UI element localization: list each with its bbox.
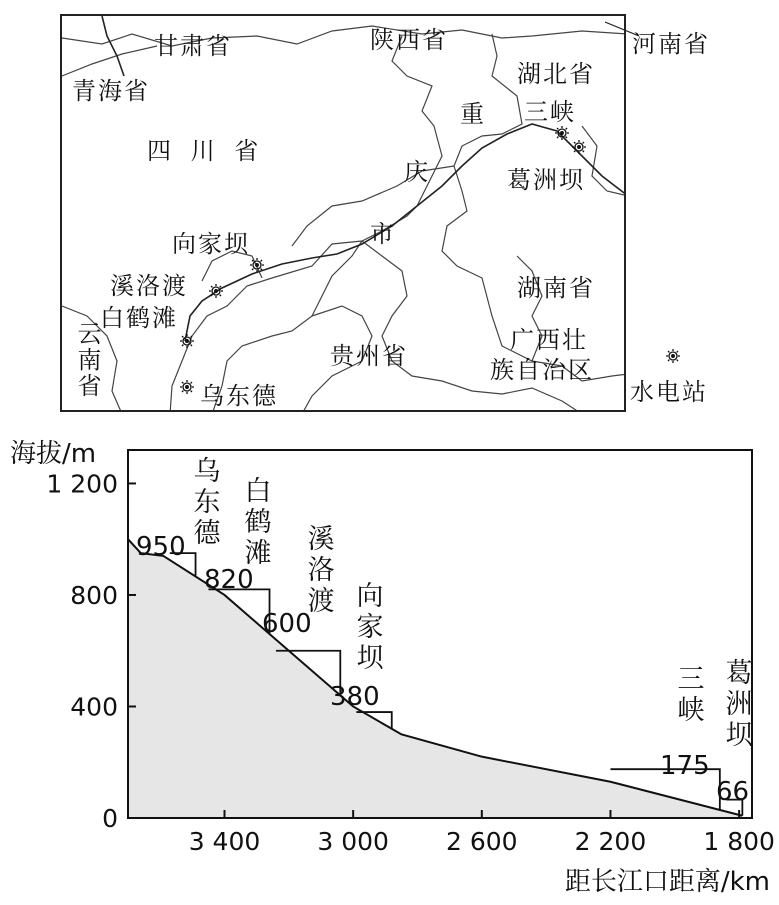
label-chongqing-2: 庆 xyxy=(404,158,430,186)
x-tick-label-2: 2 600 xyxy=(446,827,518,856)
reservoir-name-3-char-2: 坝 xyxy=(356,643,384,674)
reservoir-level-label-3: 380 xyxy=(330,682,380,712)
reservoir-name-1-char-1: 鹤 xyxy=(244,507,272,538)
hydropower-station-icon xyxy=(555,126,569,140)
y-tick-label-2: 800 xyxy=(70,580,118,610)
x-axis-label: 距长江口距离/km xyxy=(564,867,770,897)
label-yunnan: 云南省 xyxy=(73,321,101,399)
reservoir-level-label-5: 66 xyxy=(716,777,750,807)
station-label-sanxia: 三峡 xyxy=(524,98,576,126)
label-hunan: 湖南省 xyxy=(517,274,595,302)
reservoir-name-3-char-1: 家 xyxy=(356,612,384,643)
x-tick-label-3: 2 200 xyxy=(574,827,647,856)
reservoir-level-label-1: 820 xyxy=(204,565,254,595)
reservoir-level-label-0: 950 xyxy=(136,532,186,562)
legend-label: 水电站 xyxy=(630,378,708,406)
station-label-xiangjiaba: 向家坝 xyxy=(172,230,250,258)
reservoir-name-4-char-1: 峡 xyxy=(677,695,705,726)
elevation-profile-chart xyxy=(0,420,779,905)
reservoir-level-label-4: 175 xyxy=(660,751,710,781)
label-hubei: 湖北省 xyxy=(517,60,595,88)
label-guangxi-2: 族自治区 xyxy=(490,356,594,384)
x-tick-label-1: 3 000 xyxy=(317,827,389,856)
reservoir-name-0-char-1: 东 xyxy=(193,487,221,518)
label-chongqing-1: 重 xyxy=(460,100,486,128)
reservoir-name-5-char-1: 洲 xyxy=(725,689,753,720)
hydropower-station-icon xyxy=(572,140,586,154)
hydropower-station-icon xyxy=(666,349,680,363)
hydropower-station-icon xyxy=(180,380,194,394)
y-tick-label-0: 0 xyxy=(102,804,118,833)
reservoir-level-label-2: 600 xyxy=(262,609,312,639)
reservoir-name-5-char-0: 葛 xyxy=(725,658,753,689)
label-guizhou: 贵州省 xyxy=(330,342,408,370)
label-chongqing-3: 市 xyxy=(370,220,396,248)
label-gansu: 甘肃省 xyxy=(154,32,232,60)
hydropower-station-icon xyxy=(209,284,223,298)
reservoir-name-1-char-0: 白 xyxy=(244,476,272,507)
reservoir-name-2-char-2: 渡 xyxy=(307,586,335,617)
x-tick-label-4: 1 800 xyxy=(703,827,775,856)
chart-svg xyxy=(0,420,779,905)
reservoir-name-0-char-0: 乌 xyxy=(193,456,221,487)
y-tick-label-3: 1 200 xyxy=(46,469,118,499)
y-axis-label: 海拔/m xyxy=(10,439,97,469)
reservoir-name-1-char-2: 滩 xyxy=(244,538,272,569)
reservoir-name-4-char-0: 三 xyxy=(677,664,705,695)
station-label-baihetan: 白鹤滩 xyxy=(100,304,178,332)
label-sichuan: 四 川 省 xyxy=(147,137,265,165)
station-label-gezhouba: 葛洲坝 xyxy=(507,166,585,194)
label-shaanxi: 陕西省 xyxy=(370,26,448,54)
label-henan: 河南省 xyxy=(632,30,710,58)
reservoir-name-3-char-0: 向 xyxy=(356,581,384,612)
henan-leader-line xyxy=(605,20,645,40)
label-guangxi-1: 广西壮 xyxy=(510,326,588,354)
station-label-xiluodu: 溪洛渡 xyxy=(110,272,188,300)
reservoir-name-2-char-1: 洛 xyxy=(307,555,335,586)
hydropower-station-icon xyxy=(180,334,194,348)
reservoir-name-2-char-0: 溪 xyxy=(307,524,335,555)
map-panel xyxy=(60,14,626,412)
hydropower-station-icon xyxy=(250,258,264,272)
reservoir-name-5-char-2: 坝 xyxy=(725,720,753,751)
x-tick-label-0: 3 400 xyxy=(188,827,261,856)
reservoir-name-0-char-2: 德 xyxy=(193,518,221,549)
station-label-wudongde: 乌东德 xyxy=(200,382,278,410)
label-qinghai: 青海省 xyxy=(72,77,150,105)
y-tick-label-1: 400 xyxy=(70,692,118,722)
